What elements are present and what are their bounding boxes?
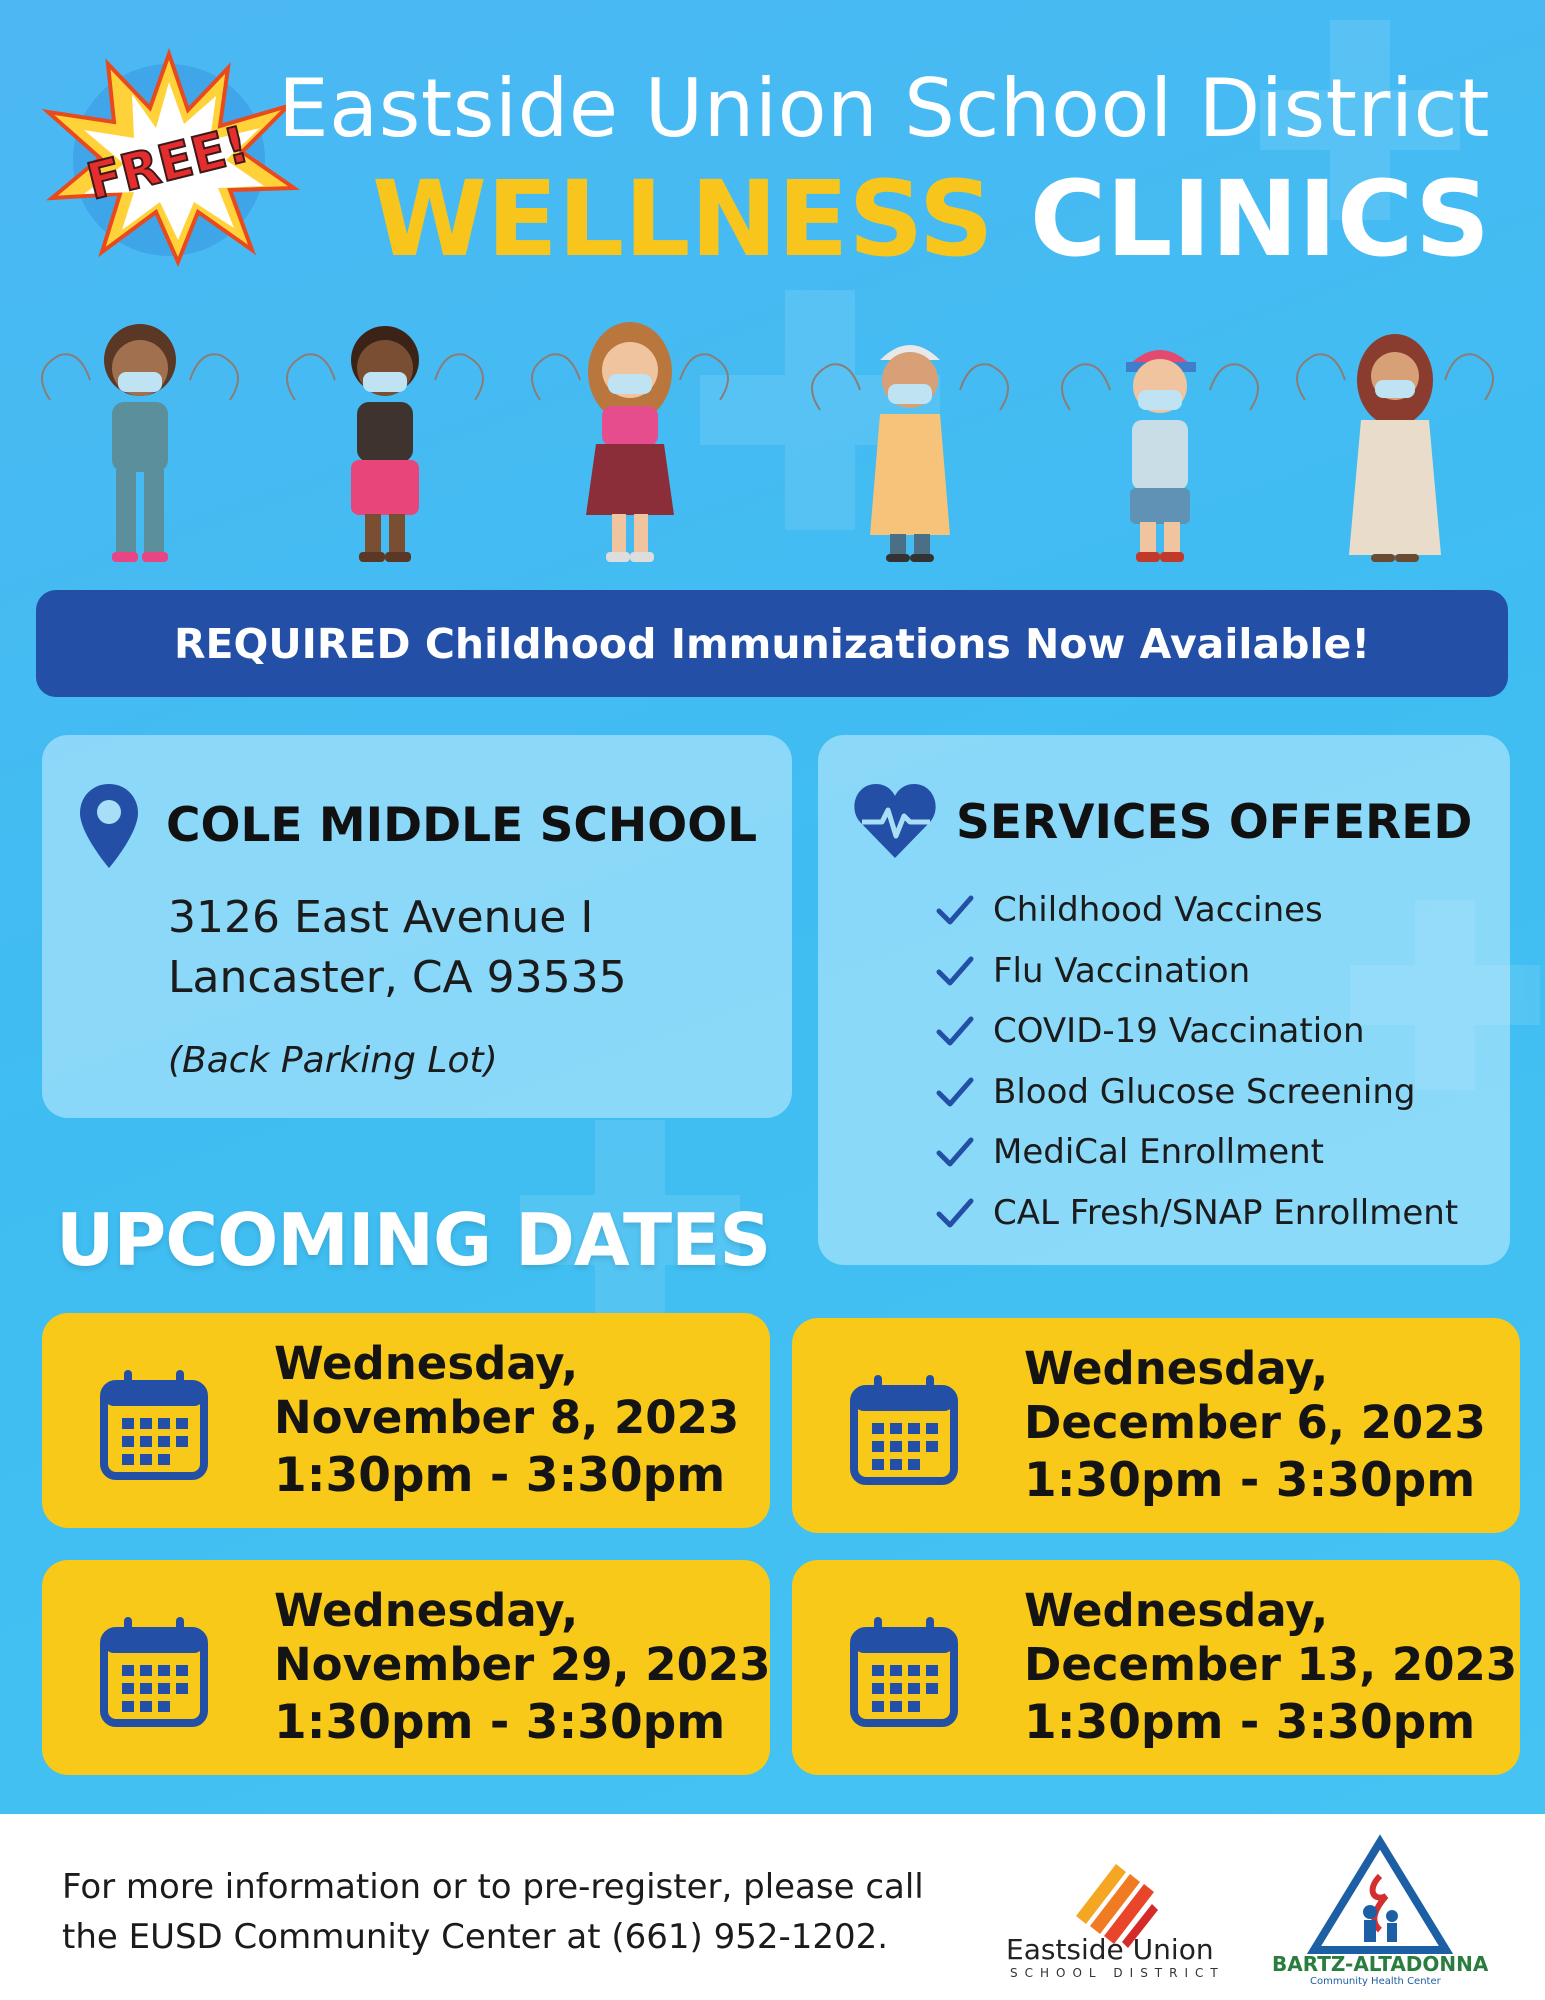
calendar-icon [100, 1615, 208, 1727]
service-label: Childhood Vaccines [993, 890, 1323, 931]
map-pin-icon [78, 782, 140, 870]
service-label: Blood Glucose Screening [993, 1071, 1416, 1112]
service-label: Flu Vaccination [993, 950, 1251, 991]
date-card [42, 1313, 770, 1528]
kid-figure [1275, 310, 1515, 580]
burst-label: FREE! [81, 115, 255, 212]
kid-figure [20, 310, 260, 580]
kid-figure [790, 310, 1030, 580]
service-item [935, 941, 1458, 1002]
contact-line-2: the EUSD Community Center at (661) 952-1202. [62, 1917, 889, 1957]
check-icon [935, 1196, 975, 1230]
contact-line-1: For more information or to pre-register, please call [62, 1867, 924, 1907]
date-value: December 6, 2023 [1024, 1396, 1486, 1449]
service-item [935, 1183, 1458, 1244]
check-icon [935, 1135, 975, 1169]
date-card [792, 1560, 1520, 1775]
service-item [935, 1062, 1458, 1123]
date-time: 1:30pm - 3:30pm [1024, 1695, 1476, 1750]
date-time: 1:30pm - 3:30pm [274, 1448, 726, 1503]
date-time: 1:30pm - 3:30pm [1024, 1453, 1476, 1508]
immunizations-banner: REQUIRED Childhood Immunizations Now Available! [36, 590, 1508, 697]
date-card [42, 1560, 770, 1775]
service-label: MediCal Enrollment [993, 1132, 1324, 1173]
date-value: December 13, 2023 [1024, 1638, 1518, 1691]
kid-figure [1040, 310, 1280, 580]
service-label: COVID-19 Vaccination [993, 1011, 1365, 1052]
address-line-2: Lancaster, CA 93535 [168, 952, 627, 1003]
page-title [372, 158, 1490, 280]
free-burst-badge [38, 48, 300, 268]
heartbeat-icon [852, 778, 938, 862]
service-label: CAL Fresh/SNAP Enrollment [993, 1192, 1459, 1233]
upcoming-dates-title: UPCOMING DATES [56, 1198, 771, 1282]
kid-figure [265, 310, 505, 580]
eusd-name: Eastside Union [1006, 1933, 1214, 1966]
date-weekday: Wednesday, [274, 1337, 579, 1390]
location-name: COLE MIDDLE SCHOOL [166, 798, 758, 853]
title-wellness: WELLNESS [372, 158, 994, 280]
kids-illustration [0, 310, 1545, 580]
check-icon [935, 954, 975, 988]
bartz-altadonna-name: BARTZ-ALTADONNA [1272, 1952, 1489, 1976]
check-icon [935, 1075, 975, 1109]
services-title: SERVICES OFFERED [956, 795, 1473, 850]
kid-figure [510, 310, 750, 580]
title-clinics: CLINICS [1029, 158, 1490, 280]
date-weekday: Wednesday, [1024, 1342, 1329, 1395]
service-item [935, 1001, 1458, 1062]
service-item [935, 880, 1458, 941]
eusd-subtitle: SCHOOL DISTRICT [1010, 1966, 1225, 1980]
parking-note: (Back Parking Lot) [168, 1040, 498, 1081]
date-time: 1:30pm - 3:30pm [274, 1695, 726, 1750]
calendar-icon [850, 1615, 958, 1727]
calendar-icon [100, 1368, 208, 1480]
check-icon [935, 893, 975, 927]
contact-info [62, 1862, 924, 1962]
check-icon [935, 1014, 975, 1048]
services-list [935, 880, 1458, 1243]
date-value: November 29, 2023 [274, 1638, 771, 1691]
date-value: November 8, 2023 [274, 1391, 740, 1444]
service-item [935, 1122, 1458, 1183]
bartz-altadonna-subtitle: Community Health Center [1310, 1976, 1441, 1987]
date-weekday: Wednesday, [274, 1584, 579, 1637]
calendar-icon [850, 1373, 958, 1485]
date-card [792, 1318, 1520, 1533]
address-line-1: 3126 East Avenue I [168, 892, 594, 943]
district-name: Eastside Union School District [278, 62, 1490, 155]
date-weekday: Wednesday, [1024, 1584, 1329, 1637]
